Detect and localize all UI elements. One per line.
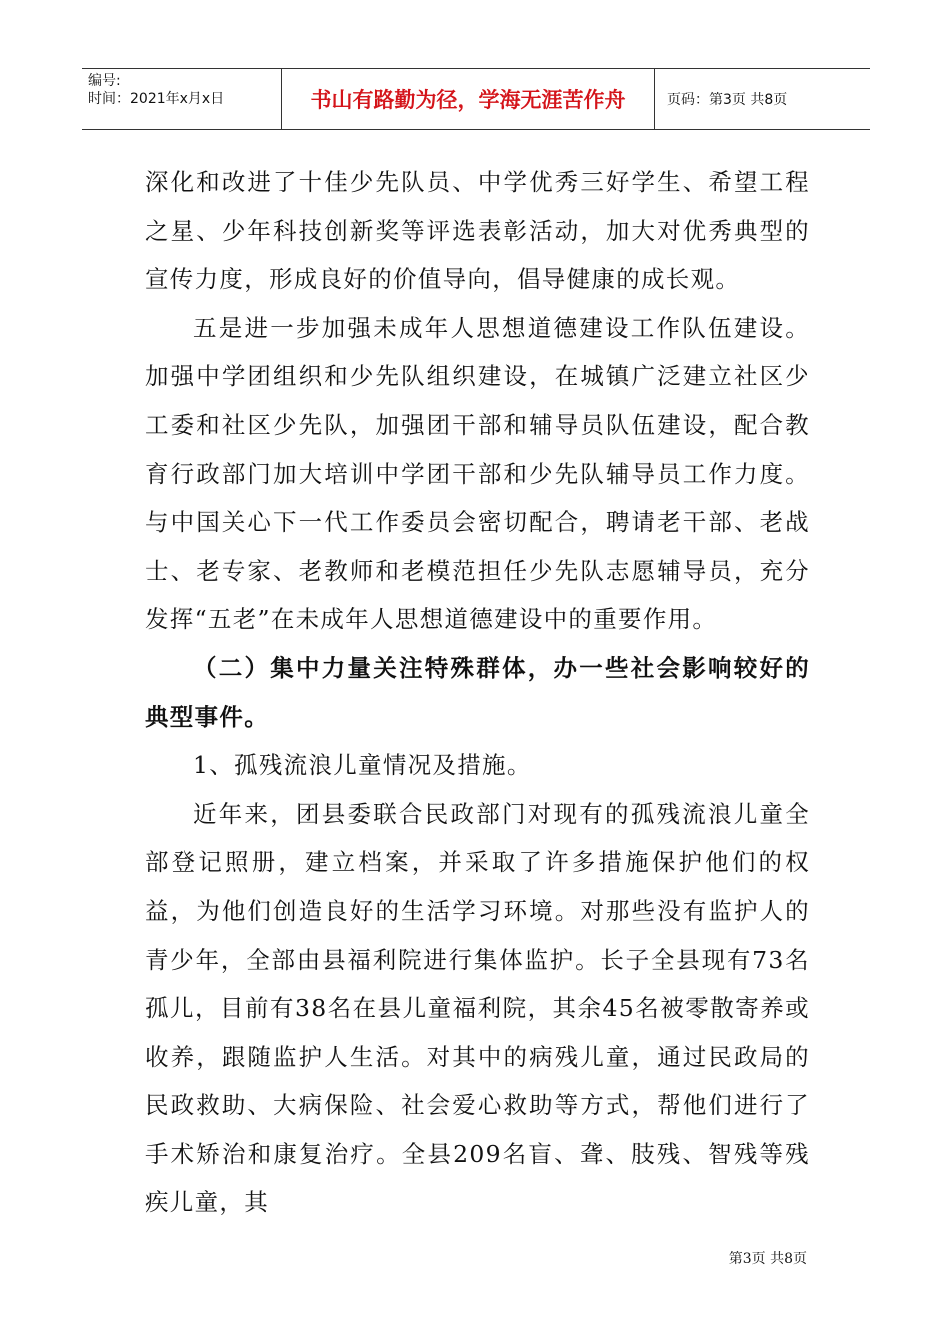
paragraph: 深化和改进了十佳少先队员、中学优秀三好学生、希望工程之星、少年科技创新奖等评选表彰活动，加大对优秀典型的宣传力度，形成良好的价值导向，倡导健康的成长观。: [145, 168, 810, 294]
header-meta: [82, 69, 282, 129]
time-label: 时间：2021年x月x日: [88, 91, 225, 107]
document-body: [145, 158, 810, 1227]
header-page-info: 页码：第3页 共8页: [667, 92, 788, 108]
page-header: [82, 68, 870, 130]
section-heading: （二）集中力量关注特殊群体，办一些社会影响较好的典型事件。: [145, 653, 810, 731]
paragraph: 近年来，团县委联合民政部门对现有的孤残流浪儿童全部登记照册，建立档案，并采取了许多措施保护他们的权益，为他们创造良好的生活学习环境。对那些没有监护人的青少年，全部由县福利院进行集体监护。长子全县现有73名孤儿，目前有38名在县儿童福利院，其余45名被零散寄养或收养，跟随监护人生活。对其中的病残儿童，通过民政局的民政救助、大病保险、社会爱心救助等方式，帮他们进行了手术矫治和康复治疗。全县209名盲、聋、肢残、智残等残疾儿童，其: [145, 799, 810, 1217]
paragraph: 五是进一步加强未成年人思想道德建设工作队伍建设。加强中学团组织和少先队组织建设，在城镇广泛建立社区少工委和社区少先队，加强团干部和辅导员队伍建设，配合教育行政部门加大培训中学团干部和少先队辅导员工作力度。与中国关心下一代工作委员会密切配合，聘请老干部、老战士、老专家、老教师和老模范担任少先队志愿辅导员，充分发挥“五老”在未成年人思想道德建设中的重要作用。: [145, 313, 810, 634]
subsection-heading: 1、孤残流浪儿童情况及措施。: [193, 751, 532, 780]
page-footer: 第3页 共8页: [728, 1251, 807, 1267]
header-motto: 书山有路勤为径，学海无涯苦作舟: [282, 69, 655, 129]
code-label: 编号:: [88, 73, 121, 89]
